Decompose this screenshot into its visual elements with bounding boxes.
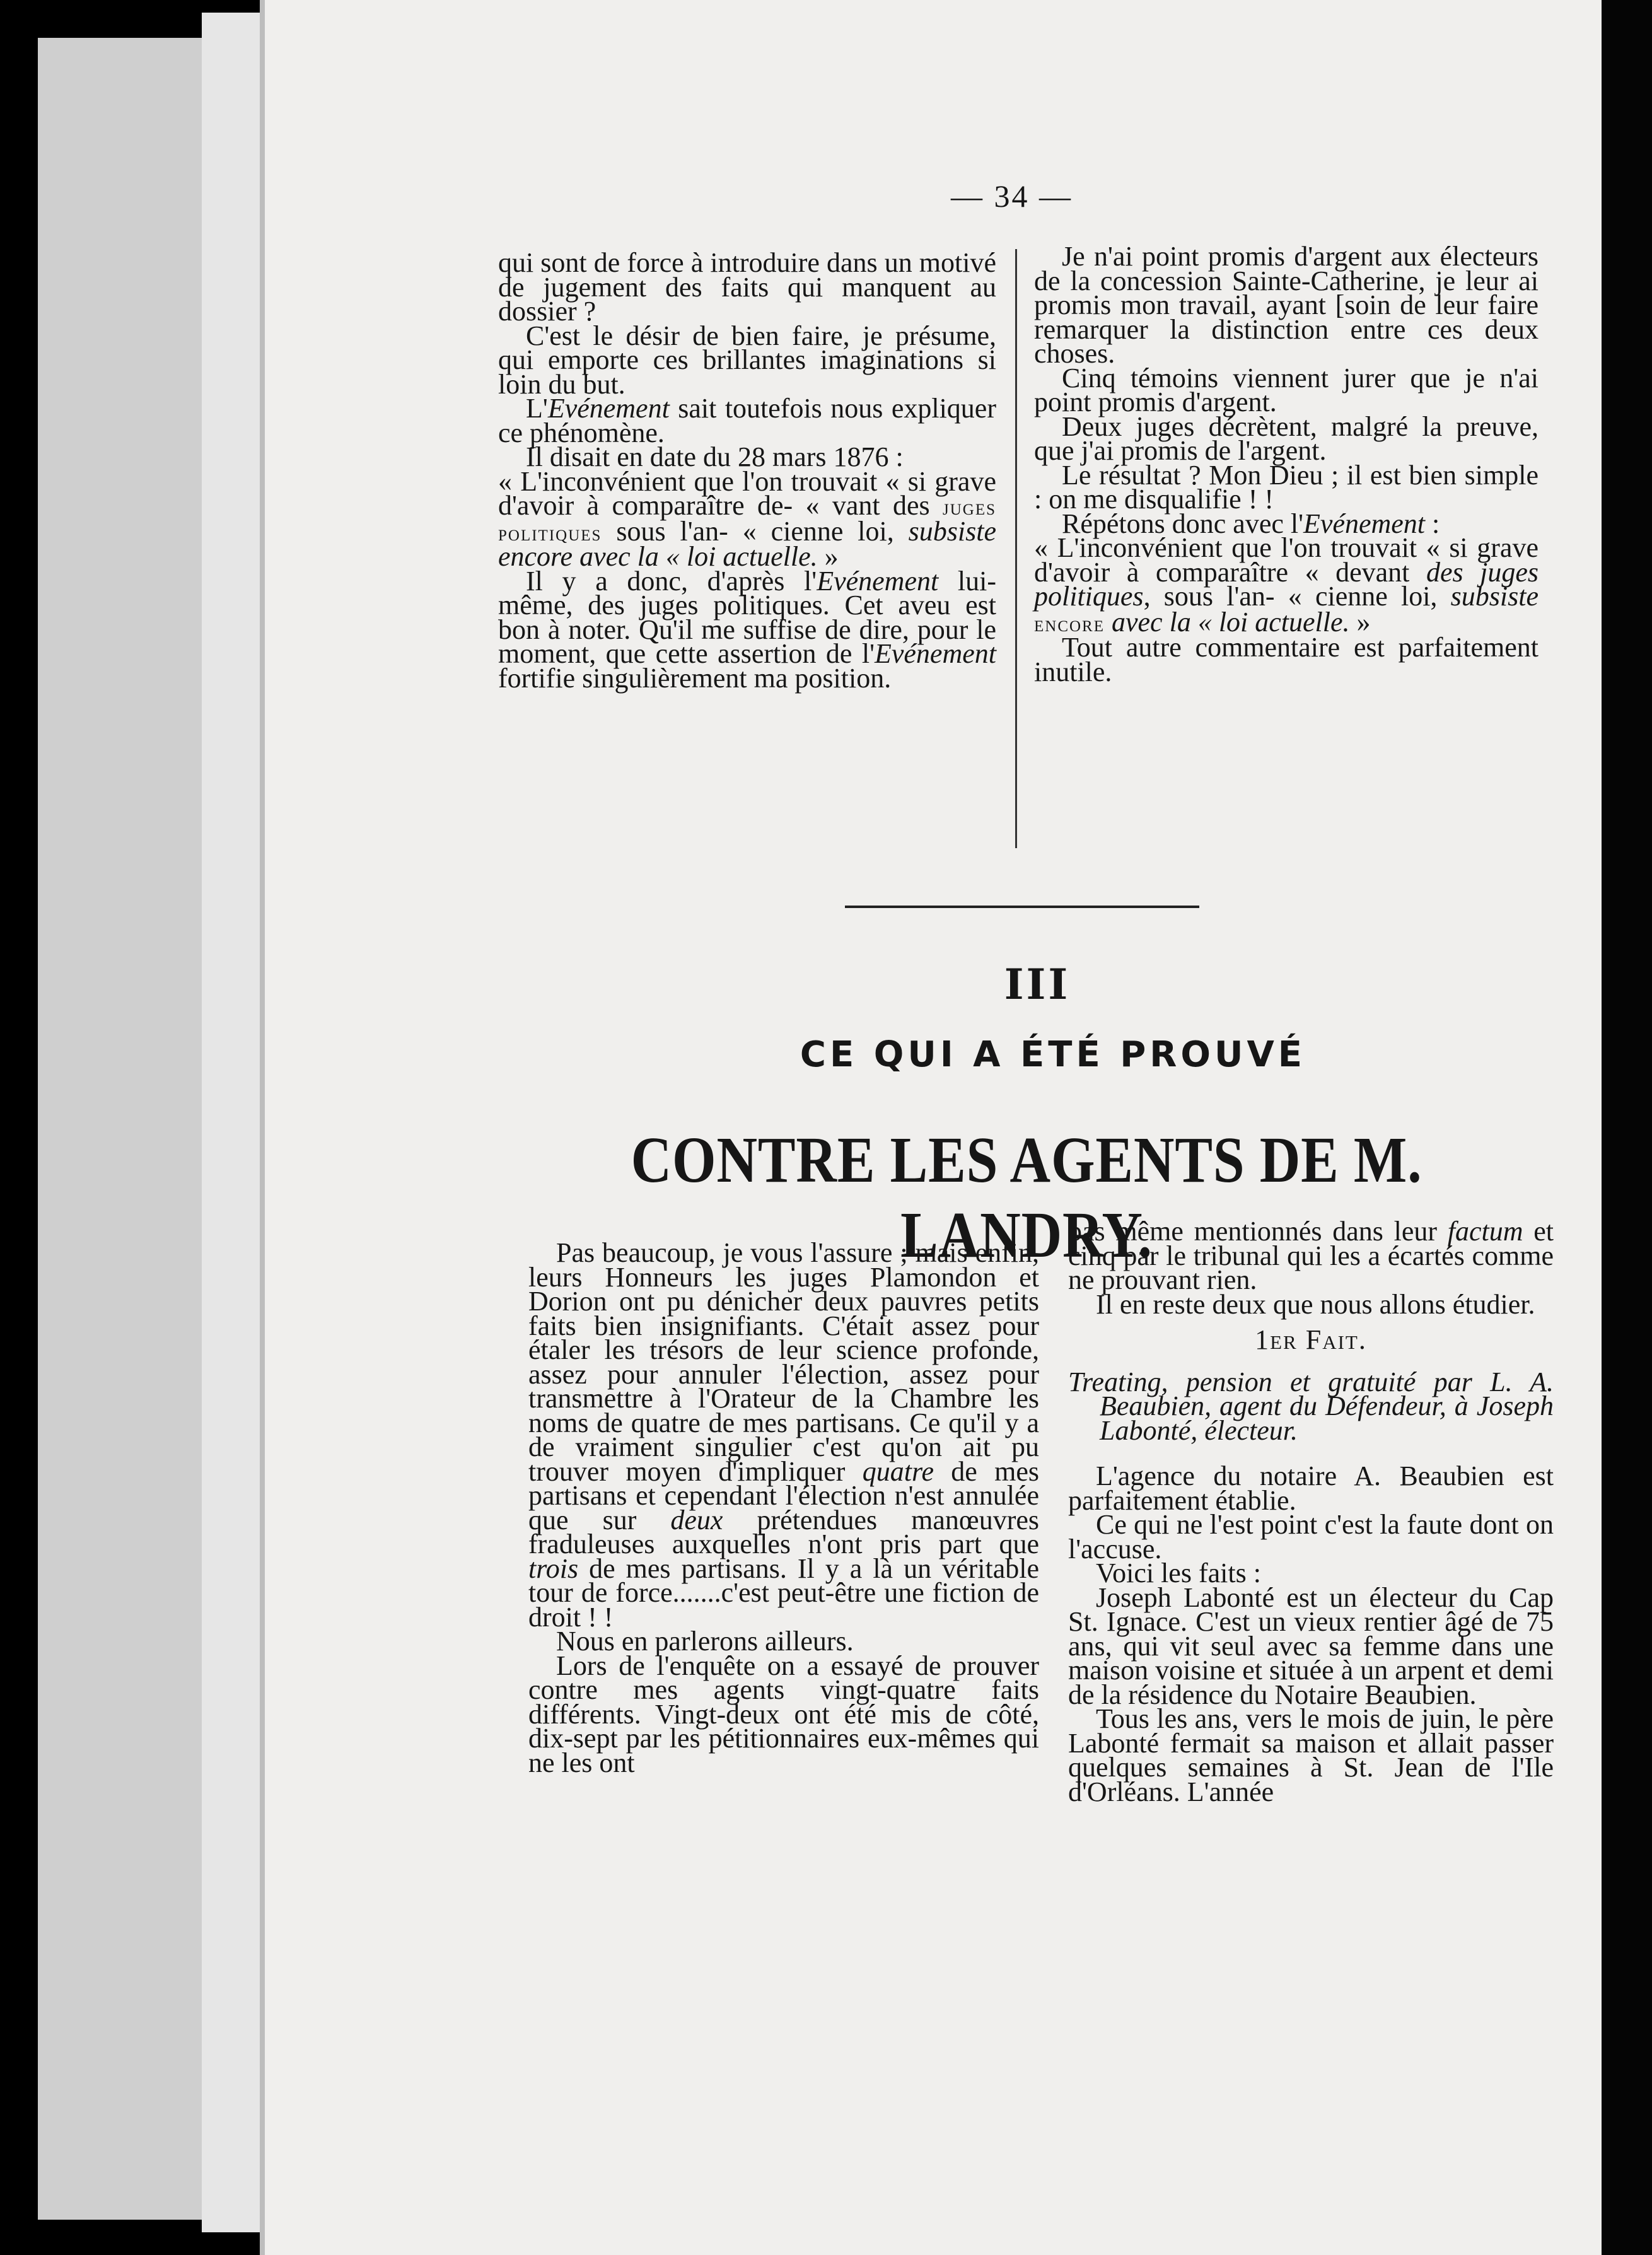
- fact-title: Treating, pension et gratuité par L. A. Beaubien, agent du Défendeur, à Joseph Labonté, électeur.: [1068, 1366, 1554, 1446]
- paragraph: Répétons donc avec l'Evénement :: [1062, 508, 1440, 539]
- paragraph: Le résultat ? Mon Dieu ; il est bien simple : on me disqualifie ! !: [1034, 459, 1539, 515]
- paragraph: C'est le désir de bien faire, je présume, qui emporte ces brillantes imaginations si loin du but.: [498, 320, 996, 400]
- book-spine-shadow: [1602, 0, 1652, 2255]
- column-bottom-left: [528, 1237, 1039, 1778]
- paragraph: Deux juges décrètent, malgré la preuve, que j'ai promis de l'argent.: [1034, 411, 1539, 466]
- section-title: CONTRE LES AGENTS DE M. LANDRY.: [631, 1124, 1422, 1271]
- paragraph: Je n'ai point promis d'argent aux électeurs de la concession Sainte-Catherine, je leur ai promis mon travail, ayant [soin de leur faire remarquer la distinction entre ces deux choses.: [1034, 241, 1539, 369]
- paragraph: Il en reste deux que nous allons étudier.: [1096, 1288, 1535, 1320]
- fact-heading: 1er Fait.: [1255, 1324, 1367, 1355]
- paragraph: Lors de l'enquête on a essayé de prouver contre mes agents vingt-quatre faits différents. Vingt-deux ont été mis de côté, dix-sept par les pétitionnaires eux-mêmes qui ne les ont: [528, 1650, 1039, 1778]
- quotation: « L'inconvénient que l'on trouvait « si grave d'avoir à comparaître de- « vant des juges politiques sous l'an- « cienne loi, subsiste encore avec la « loi actuelle. »: [498, 465, 996, 572]
- paragraph: Voici les faits :: [1096, 1558, 1261, 1588]
- paragraph: L'agence du notaire A. Beaubien est parfaitement établie.: [1068, 1460, 1554, 1516]
- column-divider: [1015, 249, 1017, 848]
- page-number: — 34 —: [951, 178, 1073, 214]
- paragraph: Cinq témoins viennent jurer que je n'ai point promis d'argent.: [1034, 362, 1539, 417]
- paragraph: L'Evénement sait toutefois nous expliquer ce phénomène.: [498, 393, 996, 448]
- paragraph: Pas beaucoup, je vous l'assure ; mais enfin, leurs Honneurs les juges Plamondon et Dorion ont pu dénicher deux pauvres petits faits bien insignifiants. C'était assez pour étaler les trésors de leur science profonde, assez pour annuler l'élection, assez pour transmettre à l'Orateur de la Chambre les noms de quatre de mes partisans. Ce qu'il y a de vraiment singulier c'est qu'on ait pu trouver moyen d'impliquer quatre de mes partisans et cependant l'élection n'est annulée que sur deux prétendues manœuvres fraduleuses auxquelles n'ont pris part que trois de mes partisans. Il y a là un véritable tour de force.......c'est peut-être une fiction de droit ! !: [528, 1237, 1039, 1633]
- paragraph: Nous en parlerons ailleurs.: [556, 1626, 854, 1657]
- paragraph: Joseph Labonté est un électeur du Cap St. Ignace. C'est un vieux rentier âgé de 75 ans, qui vit seul avec sa femme dans une maison voisine et située à un arpent et demi de la résidence du Notaire Beaubien.: [1068, 1582, 1554, 1710]
- column-top-left: [498, 247, 996, 694]
- paragraph: Il y a donc, d'après l'Evénement lui-même, des juges politiques. Cet aveu est bon à noter. Qu'il me suffise de dire, pour le moment, que cette assertion de l'Evénement fortifie singulièrement ma position.: [498, 565, 996, 694]
- section-divider: [845, 906, 1199, 908]
- paragraph: Ce qui ne l'est point c'est la faute dont on l'accuse.: [1068, 1509, 1554, 1565]
- paragraph: pas même mentionnés dans leur factum et cinq par le tribunal qui les a écartés comme ne prouvant rien.: [1068, 1216, 1554, 1295]
- quotation: « L'inconvénient que l'on trouvait « si grave d'avoir à comparaître « devant des juges politiques, sous l'an- « cienne loi, subsiste encore avec la « loi actuelle. »: [1034, 532, 1539, 638]
- paragraph: Il disait en date du 28 mars 1876 :: [526, 441, 904, 472]
- column-bottom-right: [1068, 1216, 1554, 1807]
- paragraph: Tout autre commentaire est parfaitement inutile.: [1034, 632, 1539, 687]
- paragraph: qui sont de force à introduire dans un motivé de jugement des faits qui manquent au dossier ?: [498, 247, 996, 327]
- paragraph: Tous les ans, vers le mois de juin, le père Labonté fermait sa maison et allait passer quelques semaines à St. Jean de l'Ile d'Orléans. L'année: [1068, 1703, 1554, 1807]
- section-number: III: [1004, 960, 1071, 1009]
- section-subtitle: CE QUI A ÉTÉ PROUVÉ: [800, 1034, 1306, 1075]
- column-top-right: [1034, 241, 1539, 687]
